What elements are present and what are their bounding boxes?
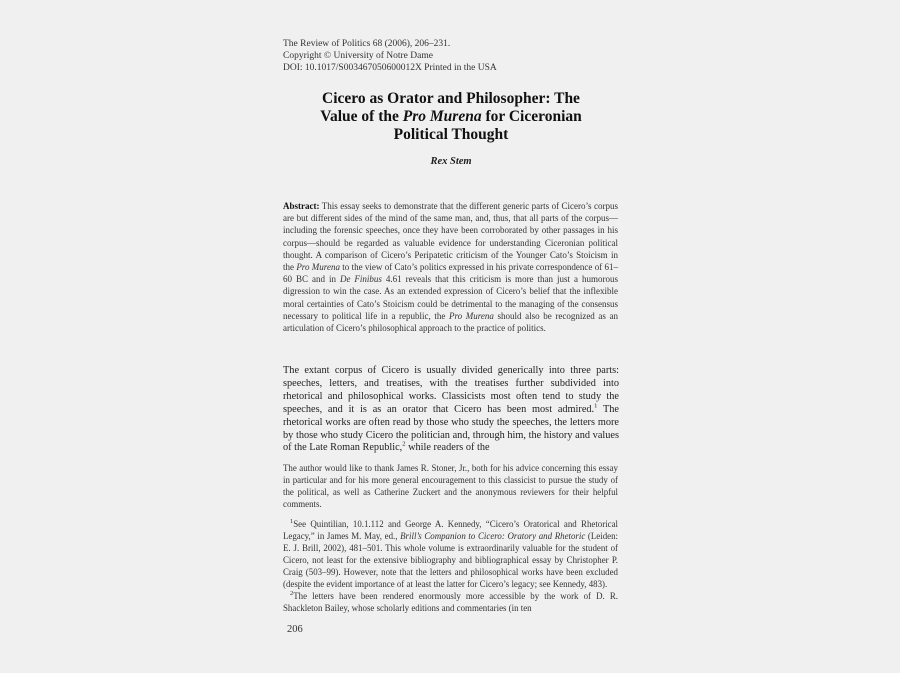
abstract-text-d: should also be recognized as an articulation of Cicero’s philosophical approach to the practice of politics. (283, 310, 619, 334)
footnote-1-italic: Brill’s Companion to Cicero: Oratory and Rhetoric (400, 531, 586, 541)
page-number: 206 (287, 624, 303, 635)
footnote-ref-2: 2 (402, 441, 406, 449)
title-line-2-post: for Ciceronian (481, 108, 582, 125)
footnote-1 (283, 518, 618, 590)
title-line-2-pre: Value of the (320, 108, 403, 125)
abstract-italic-2: De Finibus (339, 274, 382, 285)
body-text-a: The extant corpus of Cicero is usually divided generically into three parts: speeches, letters, and treatises, with the treatises further subdivided into rhetorical and philosophical works. Classicists most often tend to study the speeches, and it is as an orator that Cicero has been most admired. (283, 365, 619, 415)
footnote-2-number: 2 (290, 590, 294, 598)
abstract (283, 200, 618, 334)
body-paragraph (283, 365, 619, 455)
abstract-text-a: This essay seeks to demonstrate that the different generic parts of Cicero’s corpus are but different sides of the mind of the same man, and, thus, that all parts of the corpus—including the forensic speeches, once they have been corroborated by other passages in his corpus—should be regarded as valuable evidence for understanding Ciceronian political thought. A comparison of Cicero’s Peripatetic criticism of the Younger Cato’s Stoicism in the (283, 201, 618, 273)
acknowledgment-note: The author would like to thank James R. Stoner, Jr., both for his advice concerning this essay in particular and for his more general encouragement to this classicist to pursue the study of the political, as well as Catherine Zuckert and the anonymous reviewers for their helpful comments. (283, 463, 618, 509)
title-line-3: Political Thought (393, 126, 509, 143)
copyright-line: Copyright © University of Notre Dame (283, 51, 433, 61)
body-text-b: The rhetorical works are often read by those who study the speeches, the letters more by those who study Cicero the politician and, through him, the history and values of the Late Roman Republic, (283, 403, 619, 454)
document-page (271, 30, 631, 673)
footnotes (283, 518, 618, 614)
body-text-c: while readers of the (405, 442, 490, 454)
abstract-italic-1: Pro Murena (296, 262, 340, 273)
footnote-ref-1: 1 (594, 402, 598, 410)
title-line-1: Cicero as Orator and Philosopher: The (322, 90, 580, 107)
footnote-2 (283, 590, 618, 614)
journal-citation: The Review of Politics 68 (2006), 206–231. (283, 39, 451, 49)
abstract-text-c: 4.61 reveals that this criticism is more than just a humorous digression to win the case. As an extended expression of Cicero’s belief that the inflexible moral certainties of Cato’s Stoicism could be detrimental to the managing of the consensus necessary to political life in a republic, the (283, 274, 618, 321)
abstract-label: Abstract: (283, 201, 320, 211)
journal-header (283, 38, 497, 74)
title-line-2-italic: Pro Murena (402, 108, 482, 125)
doi-line: DOI: 10.1017/S003467050600012X Printed in the USA (283, 63, 497, 73)
footnote-2-text: The letters have been rendered enormously more accessible by the work of D. R. Shackleton Bailey, whose scholarly editions and commentaries (in ten (283, 591, 618, 613)
author-name: Rex Stem (430, 156, 472, 167)
title-line-2 (271, 108, 631, 126)
abstract-italic-3: Pro Murena (449, 310, 494, 321)
footnote-1-text-b: (Leiden: E. J. Brill, 2002), 481–501. This whole volume is extraordinarily valuable for the student of Cicero, not least for the extensive bibliography and bibliographical essay by Christopher P. Craig (503–99). However, note that the letters and philosophical works have been excluded (despite the evident importance of at least the latter for Cicero’s legacy; see Kennedy, 483). (283, 531, 618, 589)
footnote-1-number: 1 (290, 518, 294, 526)
article-title (271, 90, 631, 144)
abstract-text-b: to the view of Cato’s politics expressed in his private correspondence of 61–60 BC and in (283, 262, 619, 285)
footnote-1-text-a: See Quintilian, 10.1.112 and George A. Kennedy, “Cicero’s Oratorical and Rhetorical Legacy,” in James M. May, ed., (283, 519, 618, 541)
